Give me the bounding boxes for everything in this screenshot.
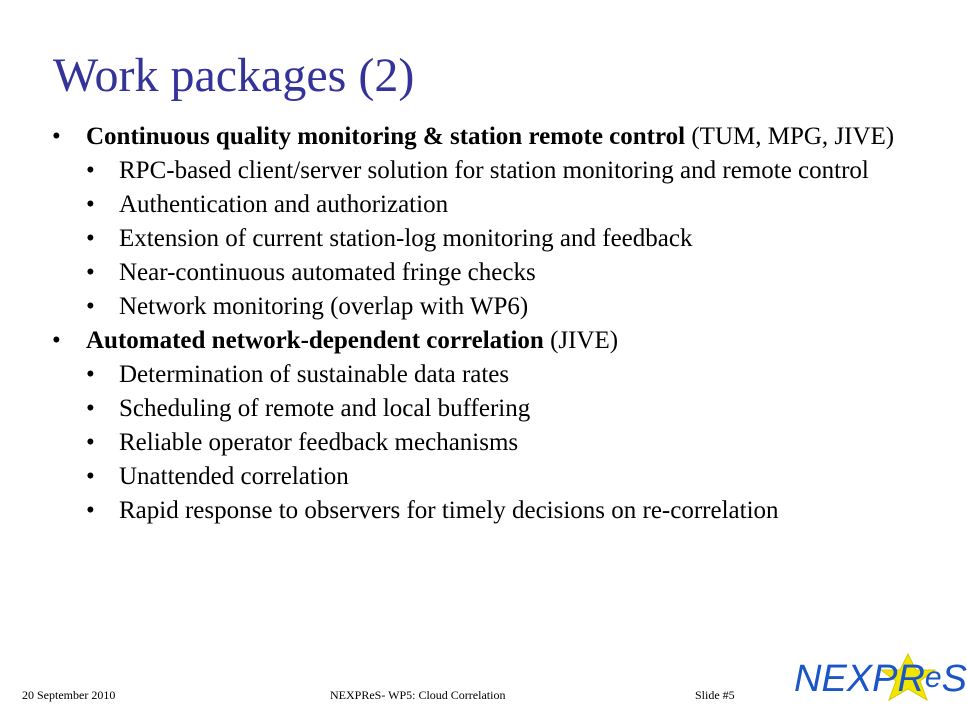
sub-bullet-list xyxy=(86,358,912,528)
sub-bullet-glyph: • xyxy=(86,395,95,422)
bullet-heading: Automated network-dependent correlation xyxy=(86,327,544,354)
sub-bullet-glyph: • xyxy=(86,157,95,184)
sub-bullet-text: RPC-based client/server solution for station monitoring and remote control xyxy=(119,157,869,184)
sub-bullet-item xyxy=(86,426,912,460)
sub-bullet-text: Determination of sustainable data rates xyxy=(119,361,510,388)
sub-bullet-item xyxy=(86,154,912,188)
sub-bullet-item xyxy=(86,290,912,324)
sub-bullet-text: Reliable operator feedback mechanisms xyxy=(119,429,519,456)
bullet-glyph: • xyxy=(52,327,61,354)
nexpres-logo xyxy=(790,652,967,708)
bullet-list xyxy=(52,120,912,528)
bullet-glyph: • xyxy=(52,123,61,150)
sub-bullet-item xyxy=(86,494,912,528)
logo-text-prefix: NEXPR xyxy=(794,658,925,700)
sub-bullet-text: Network monitoring (overlap with WP6) xyxy=(119,293,529,320)
bullet-item-quality-monitoring xyxy=(52,120,912,324)
sub-bullet-text: Near-continuous automated fringe checks xyxy=(119,259,536,286)
sub-bullet-glyph: • xyxy=(86,463,95,490)
sub-bullet-glyph: • xyxy=(86,225,95,252)
sub-bullet-text: Authentication and authorization xyxy=(119,191,449,218)
sub-bullet-item xyxy=(86,222,912,256)
slide-content xyxy=(52,120,912,528)
logo-wordmark xyxy=(794,658,967,703)
sub-bullet-glyph: • xyxy=(86,497,95,524)
sub-bullet-glyph: • xyxy=(86,429,95,456)
logo-text-e: e xyxy=(924,661,942,694)
sub-bullet-list xyxy=(86,154,912,324)
bullet-heading: Continuous quality monitoring & station remote control xyxy=(86,123,686,150)
bullet-item-automated-correlation xyxy=(52,324,912,528)
sub-bullet-glyph: • xyxy=(86,293,95,320)
bullet-partners: (JIVE) xyxy=(543,327,619,354)
bullet-partners: (TUM, MPG, JIVE) xyxy=(685,123,895,150)
sub-bullet-item xyxy=(86,392,912,426)
footer-date: 20 September 2010 xyxy=(22,688,116,702)
sub-bullet-item xyxy=(86,188,912,222)
sub-bullet-item xyxy=(86,256,912,290)
sub-bullet-glyph: • xyxy=(86,361,95,388)
sub-bullet-glyph: • xyxy=(86,191,95,218)
sub-bullet-text: Extension of current station-log monitoring and feedback xyxy=(119,225,693,252)
logo-text-suffix: S xyxy=(941,658,967,700)
slide-title: Work packages (2) xyxy=(53,49,415,102)
sub-bullet-text: Unattended correlation xyxy=(119,463,349,490)
sub-bullet-item xyxy=(86,460,912,494)
footer-title: NEXPReS- WP5: Cloud Correlation xyxy=(330,688,506,702)
footer-slide-number: Slide #5 xyxy=(695,688,735,702)
sub-bullet-text: Scheduling of remote and local buffering xyxy=(119,395,531,422)
sub-bullet-text: Rapid response to observers for timely decisions on re-correlation xyxy=(119,497,779,524)
sub-bullet-item xyxy=(86,358,912,392)
sub-bullet-glyph: • xyxy=(86,259,95,286)
